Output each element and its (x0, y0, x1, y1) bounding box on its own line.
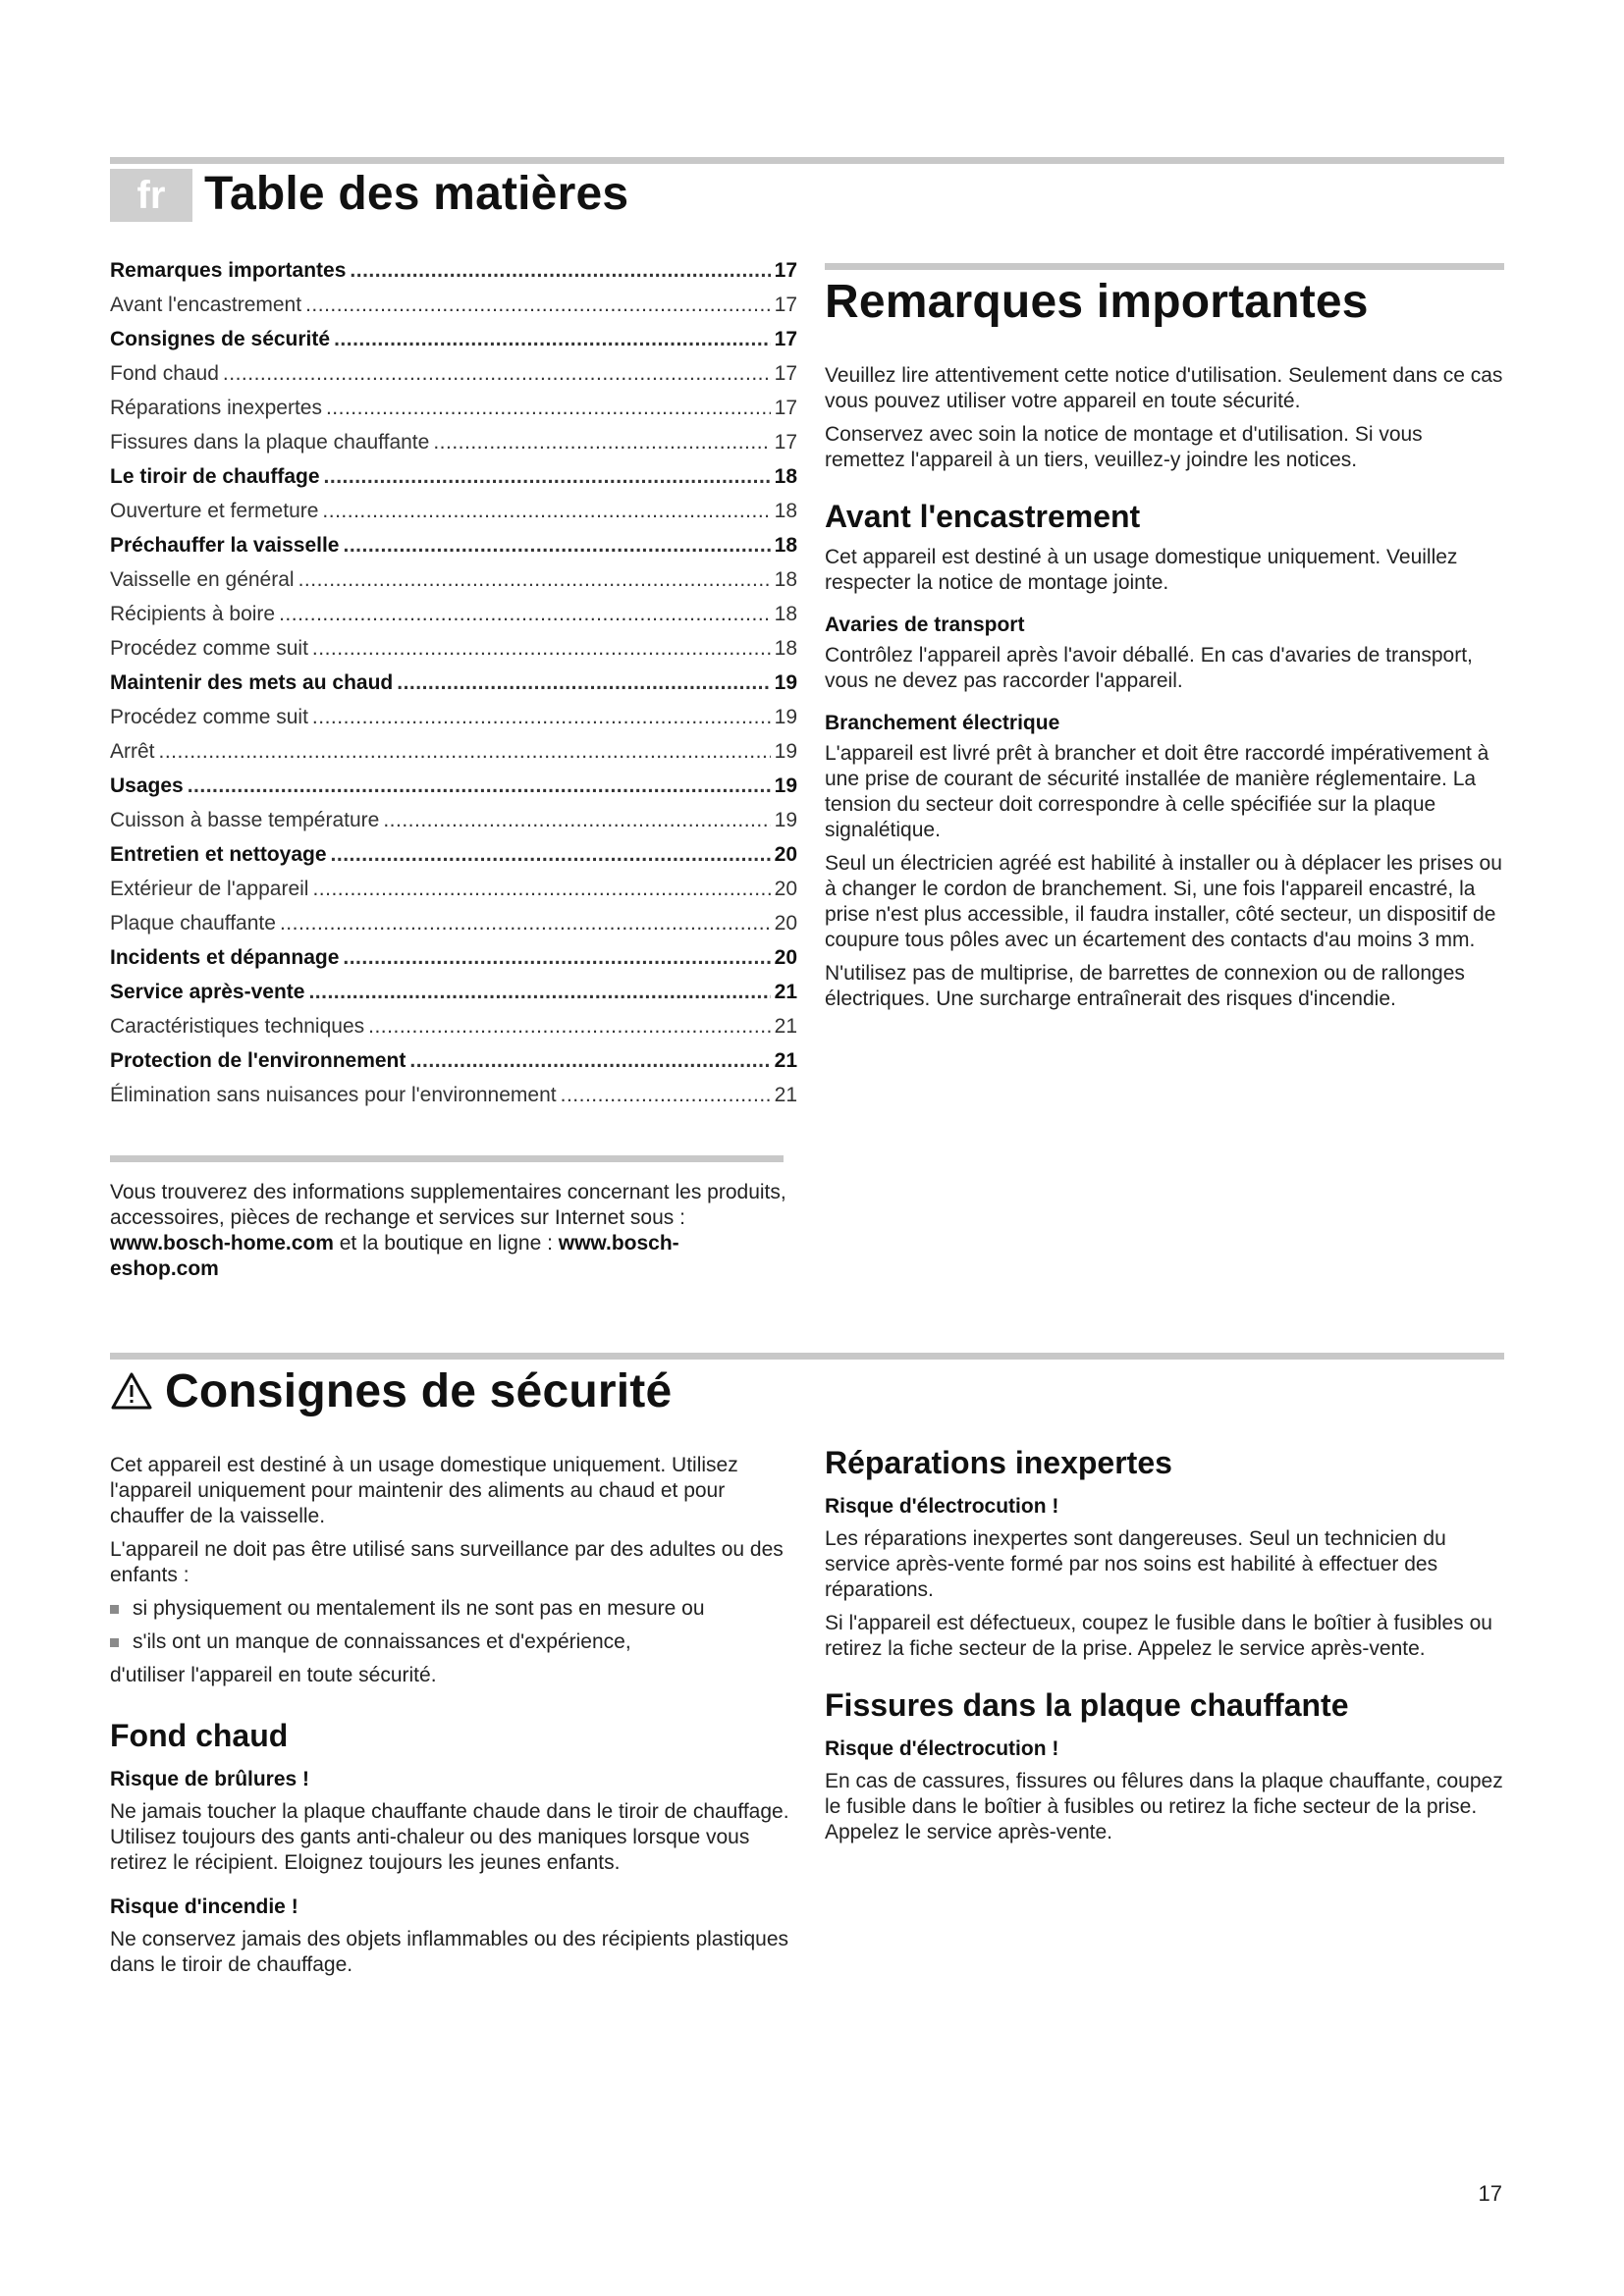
toc-entry-label: Extérieur de l'appareil (110, 878, 309, 900)
toc-leader-dots (383, 809, 770, 832)
toc-leader-dots (312, 706, 771, 729)
list-item (110, 1629, 797, 1655)
toc-entry-label: Procédez comme suit (110, 637, 308, 660)
toc-entry-label: Le tiroir de chauffage (110, 465, 320, 488)
bosch-eshop-link[interactable]: www.bosch-eshop.com (110, 1232, 679, 1280)
bullet-text: si physiquement ou mentalement ils ne sont pas en mesure ou (133, 1597, 705, 1620)
toc-entry-label: Récipients à boire (110, 603, 276, 625)
remarques-title: Remarques importantes (825, 276, 1369, 328)
consignes-rule (110, 1353, 1504, 1360)
consignes-title-row (110, 1364, 672, 1422)
brulures-paragraph: Ne jamais toucher la plaque chauffante chaude dans le tiroir de chauffage. Utilisez toujours des gants anti-chaleur ou des maniques lorsque vous retirez le récipient. Eloignez toujours les jeunes enfants. (110, 1800, 789, 1874)
bullet-square-icon (110, 1605, 119, 1614)
toc-entry-label: Avant l'encastrement (110, 294, 302, 316)
toc-entry-label: Arrêt (110, 740, 155, 763)
consignes-p3: d'utiliser l'appareil en toute sécurité. (110, 1664, 437, 1686)
toc-entry[interactable] (110, 534, 797, 568)
toc-entry[interactable] (110, 465, 797, 500)
toc-leader-dots (312, 637, 771, 661)
branchement-title: Branchement électrique (825, 712, 1060, 734)
toc-leader-dots (308, 981, 770, 1004)
toc-entry[interactable] (110, 843, 797, 878)
consignes-right (825, 1445, 1504, 1853)
toc-entry[interactable] (110, 774, 797, 809)
toc-entry-page: 20 (774, 878, 797, 900)
toc-entry[interactable] (110, 294, 797, 328)
list-item (110, 1596, 797, 1622)
fissures-risk: Risque d'électrocution ! (825, 1737, 1059, 1760)
remarques-p1: Veuillez lire attentivement cette notice d'utilisation. Seulement dans ce cas vous pouvez utiliser votre appareil en toute sécurité. (825, 364, 1503, 412)
info-text-1: Vous trouverez des informations supplementaires concernant les produits, accessoires, pièces de rechange et services sur Internet sous : (110, 1181, 786, 1229)
toc-leader-dots (280, 912, 771, 935)
toc-entry-label: Usages (110, 774, 184, 797)
consignes-left (110, 1453, 797, 1986)
page-number: 17 (1478, 2181, 1502, 2206)
toc-leader-dots (343, 946, 770, 970)
toc-entry-label: Remarques importantes (110, 259, 347, 282)
toc-entry[interactable] (110, 568, 797, 603)
toc-entry-label: Fond chaud (110, 362, 219, 385)
toc-entry-label: Consignes de sécurité (110, 328, 331, 350)
branchement-p3: N'utilisez pas de multiprise, de barrettes de connexion ou de rallonges électriques. Une surcharge entraînerait des risques d'incendie. (825, 962, 1465, 1010)
toc-entry[interactable] (110, 259, 797, 294)
toc-entry-label: Ouverture et fermeture (110, 500, 319, 522)
toc-entry[interactable] (110, 1015, 797, 1049)
toc-leader-dots (397, 671, 770, 695)
avant-paragraph: Cet appareil est destiné à un usage domestique uniquement. Veuillez respecter la notice de montage jointe. (825, 546, 1458, 594)
toc-entry-page: 21 (774, 981, 797, 1003)
toc-leader-dots (343, 534, 770, 558)
remarques-content (825, 363, 1504, 1020)
fond-chaud-title: Fond chaud (110, 1718, 289, 1753)
toc-entry[interactable] (110, 637, 797, 671)
remarques-rule (825, 263, 1504, 270)
consignes-p1: Cet appareil est destiné à un usage domestique uniquement. Utilisez l'appareil uniquement pour maintenir des aliments au chaud et pour chauffer de la vaisselle. (110, 1454, 738, 1527)
toc-leader-dots (188, 774, 771, 798)
toc-leader-dots (368, 1015, 771, 1039)
avant-title: Avant l'encastrement (825, 499, 1141, 534)
toc-entry[interactable] (110, 981, 797, 1015)
top-rule (110, 157, 1504, 164)
fissures-paragraph: En cas de cassures, fissures ou fêlures dans la plaque chauffante, coupez le fusible dans le boîtier à fusibles ou retirez la fiche secteur de la prise. Appelez le service après-vente. (825, 1770, 1503, 1843)
toc-leader-dots (350, 259, 770, 283)
fissures-title: Fissures dans la plaque chauffante (825, 1687, 1349, 1723)
info-paragraph (110, 1180, 787, 1282)
table-of-contents (110, 259, 797, 1118)
toc-entry-label: Élimination sans nuisances pour l'environnement (110, 1084, 557, 1106)
toc-entry[interactable] (110, 1084, 797, 1118)
toc-entry-label: Cuisson à basse température (110, 809, 380, 831)
toc-entry-page: 18 (774, 603, 797, 625)
toc-entry-page: 19 (774, 671, 797, 694)
toc-entry[interactable] (110, 946, 797, 981)
toc-entry-page: 17 (774, 431, 797, 454)
toc-entry-page: 17 (774, 259, 797, 282)
remarques-p2: Conservez avec soin la notice de montage et d'utilisation. Si vous remettez l'appareil à un tiers, veuillez-y joindre les notices. (825, 423, 1423, 471)
toc-leader-dots (433, 431, 770, 454)
toc-leader-dots (324, 465, 771, 489)
reparations-title: Réparations inexpertes (825, 1445, 1172, 1480)
toc-entry[interactable] (110, 912, 797, 946)
info-block (110, 1180, 787, 1282)
toc-entry-page: 20 (774, 912, 797, 934)
toc-leader-dots (279, 603, 771, 626)
toc-entry[interactable] (110, 397, 797, 431)
toc-entry[interactable] (110, 431, 797, 465)
bosch-home-link[interactable]: www.bosch-home.com (110, 1232, 334, 1255)
toc-entry-page: 18 (774, 500, 797, 522)
toc-entry-label: Fissures dans la plaque chauffante (110, 431, 430, 454)
toc-bottom-rule (110, 1155, 784, 1162)
toc-entry[interactable] (110, 706, 797, 740)
language-badge (110, 169, 192, 222)
toc-entry-page: 18 (774, 534, 797, 557)
language-code: fr (136, 173, 166, 217)
bullet-square-icon (110, 1638, 119, 1647)
toc-entry-page: 17 (774, 328, 797, 350)
brulures-title: Risque de brûlures ! (110, 1768, 310, 1790)
toc-entry-page: 21 (774, 1084, 797, 1106)
toc-entry-page: 19 (774, 774, 797, 797)
toc-leader-dots (312, 878, 770, 901)
consignes-p2: L'appareil ne doit pas être utilisé sans surveillance par des adultes ou des enfants : (110, 1538, 784, 1586)
reparations-p1: Les réparations inexpertes sont dangereuses. Seul un technicien du service après-vente formé par nos soins est habilité à effectuer des réparations. (825, 1527, 1446, 1601)
avaries-paragraph: Contrôlez l'appareil après l'avoir déballé. En cas d'avaries de transport, vous ne devez pas raccorder l'appareil. (825, 644, 1473, 692)
toc-entry[interactable] (110, 671, 797, 706)
toc-entry[interactable] (110, 603, 797, 637)
avaries-title: Avaries de transport (825, 614, 1025, 636)
toc-entry-page: 21 (774, 1015, 797, 1038)
toc-leader-dots (305, 294, 771, 317)
toc-entry-label: Préchauffer la vaisselle (110, 534, 340, 557)
toc-entry-label: Protection de l'environnement (110, 1049, 406, 1072)
toc-entry[interactable] (110, 740, 797, 774)
bullet-text: s'ils ont un manque de connaissances et d'expérience, (133, 1630, 631, 1653)
toc-entry-page: 17 (774, 397, 797, 419)
toc-entry-page: 18 (774, 465, 797, 488)
toc-entry-page: 19 (774, 809, 797, 831)
toc-entry[interactable] (110, 328, 797, 362)
toc-entry-page: 19 (774, 740, 797, 763)
toc-entry[interactable] (110, 500, 797, 534)
warning-triangle-icon (110, 1368, 153, 1422)
toc-entry-page: 20 (774, 843, 797, 866)
toc-entry[interactable] (110, 1049, 797, 1084)
toc-entry-page: 17 (774, 362, 797, 385)
toc-entry-label: Entretien et nettoyage (110, 843, 327, 866)
toc-leader-dots (322, 500, 770, 523)
toc-entry-page: 18 (774, 568, 797, 591)
toc-entry-page: 18 (774, 637, 797, 660)
branchement-p2: Seul un électricien agréé est habilité à installer ou à déplacer les prises ou à changer le cordon de branchement. Si, une fois l'appareil encastré, la prise n'est plus accessible, il faudra installer, côté secteur, un dispositif de coupure tous pôles avec un écartement des contacts d'au moins 3 mm. (825, 852, 1502, 951)
toc-leader-dots (409, 1049, 770, 1073)
toc-leader-dots (159, 740, 771, 764)
toc-entry-label: Service après-vente (110, 981, 305, 1003)
branchement-p1: L'appareil est livré prêt à brancher et doit être raccordé impérativement à une prise de courant de sécurité installée de manière réglementaire. La tension du secteur doit correspondre à celle spécifiée sur la plaque signalétique. (825, 742, 1489, 841)
toc-entry-page: 19 (774, 706, 797, 728)
toc-entry-page: 21 (774, 1049, 797, 1072)
toc-entry-label: Plaque chauffante (110, 912, 276, 934)
toc-entry-label: Vaisselle en général (110, 568, 295, 591)
toc-entry-label: Maintenir des mets au chaud (110, 671, 394, 694)
incendie-paragraph: Ne conservez jamais des objets inflammables ou des récipients plastiques dans le tiroir de chauffage. (110, 1928, 789, 1976)
toc-leader-dots (223, 362, 771, 386)
toc-leader-dots (561, 1084, 771, 1107)
toc-entry[interactable] (110, 878, 797, 912)
consignes-title: Consignes de sécurité (165, 1365, 673, 1417)
toc-entry-page: 17 (774, 294, 797, 316)
toc-entry-label: Incidents et dépannage (110, 946, 340, 969)
reparations-p2: Si l'appareil est défectueux, coupez le fusible dans le boîtier à fusibles ou retirez la fiche secteur de la prise. Appelez le service après-vente. (825, 1612, 1492, 1660)
toc-leader-dots (334, 328, 771, 351)
toc-entry-label: Procédez comme suit (110, 706, 308, 728)
incendie-title: Risque d'incendie ! (110, 1896, 298, 1918)
toc-entry-label: Caractéristiques techniques (110, 1015, 365, 1038)
toc-entry[interactable] (110, 362, 797, 397)
toc-entry-page: 20 (774, 946, 797, 969)
toc-leader-dots (326, 397, 771, 420)
toc-leader-dots (298, 568, 771, 592)
toc-entry[interactable] (110, 809, 797, 843)
toc-leader-dots (331, 843, 771, 867)
toc-entry-label: Réparations inexpertes (110, 397, 322, 419)
reparations-risk: Risque d'électrocution ! (825, 1495, 1059, 1518)
info-text-2: et la boutique en ligne : (333, 1232, 559, 1255)
page-title: Table des matières (204, 168, 629, 220)
